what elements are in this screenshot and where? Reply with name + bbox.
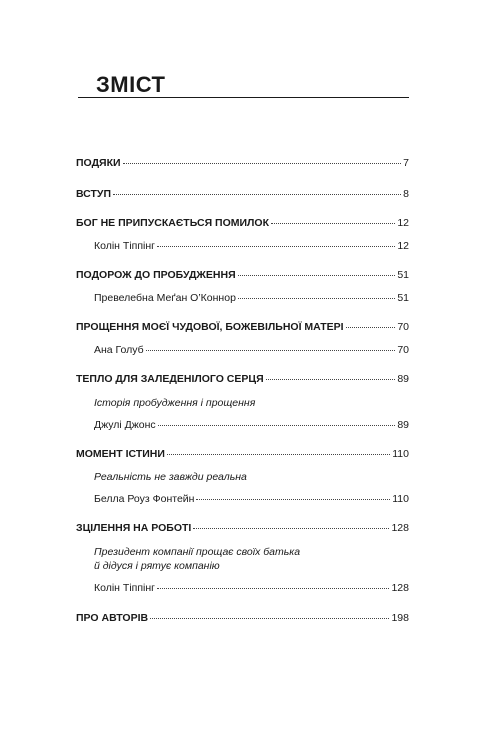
toc-entry-chapter-1[interactable] <box>76 217 409 230</box>
dot-leader <box>150 618 389 619</box>
toc-entry-chapter-3[interactable] <box>76 321 409 334</box>
toc-entry-author: Превелебна Меґан О’Коннор <box>94 292 236 304</box>
dot-leader <box>146 350 396 351</box>
dot-leader <box>238 275 396 276</box>
dot-leader <box>157 246 395 247</box>
toc-entry-title: БОГ НЕ ПРИПУСКАЄТЬСЯ ПОМИЛОК <box>76 217 270 229</box>
dot-leader <box>193 528 389 529</box>
chapter-5-subtitle: Реальність не завжди реальна <box>94 471 247 483</box>
toc-entry-chapter-2-author[interactable] <box>94 292 409 305</box>
toc-entry-author: Ана Голуб <box>94 344 144 356</box>
toc-entry-page: 8 <box>403 188 409 200</box>
dot-leader <box>196 499 390 500</box>
dot-leader <box>158 425 396 426</box>
title-underline <box>78 97 409 98</box>
toc-entry-title: ТЕПЛО ДЛЯ ЗАЛЕДЕНІЛОГО СЕРЦЯ <box>76 373 264 385</box>
chapter-6-subtitle-line-2: й дідуся і рятує компанію <box>94 560 220 572</box>
toc-entry-acknowledgements[interactable] <box>76 157 409 170</box>
toc-entry-page: 198 <box>391 612 409 624</box>
chapter-6-subtitle-line-1: Президент компанії прощає своїх батька <box>94 546 301 558</box>
toc-entry-page: 70 <box>397 344 409 356</box>
toc-entry-chapter-6-author[interactable] <box>94 582 409 595</box>
toc-entry-title: ПРО АВТОРІВ <box>76 612 149 624</box>
toc-entry-chapter-2[interactable] <box>76 269 409 282</box>
toc-entry-author: Колін Тіппінг <box>94 240 155 252</box>
dot-leader <box>167 454 390 455</box>
toc-entry-page: 70 <box>397 321 409 333</box>
toc-entry-title: ПРОЩЕННЯ МОЄЇ ЧУДОВОЇ, БОЖЕВІЛЬНОЇ МАТЕРІ <box>76 321 344 333</box>
toc-entry-page: 110 <box>392 448 409 460</box>
toc-entry-chapter-5-author[interactable] <box>94 493 409 506</box>
toc-entry-page: 89 <box>397 373 409 385</box>
toc-entry-page: 12 <box>397 217 409 229</box>
dot-leader <box>346 327 396 328</box>
dot-leader <box>238 298 395 299</box>
toc-entry-title: ПОДОРОЖ ДО ПРОБУДЖЕННЯ <box>76 269 236 281</box>
toc-entry-chapter-6[interactable] <box>76 522 409 535</box>
toc-entry-author: Колін Тіппінг <box>94 582 155 594</box>
page-title: ЗМІСТ <box>96 72 166 97</box>
toc-entry-title: ЗЦІЛЕННЯ НА РОБОТІ <box>76 522 192 534</box>
dot-leader <box>157 588 389 589</box>
dot-leader <box>271 223 395 224</box>
toc-entry-page: 110 <box>392 493 409 505</box>
toc-entry-chapter-4[interactable] <box>76 373 409 386</box>
toc-entry-title: МОМЕНТ ІСТИНИ <box>76 448 165 460</box>
toc-entry-chapter-5[interactable] <box>76 448 409 461</box>
dot-leader <box>113 194 401 195</box>
chapter-4-subtitle: Історія пробудження і прощення <box>94 397 256 409</box>
toc-entry-title: ПОДЯКИ <box>76 157 121 169</box>
toc-entry-page: 51 <box>397 269 409 281</box>
toc-entry-page: 12 <box>397 240 409 252</box>
toc-entry-page: 128 <box>391 582 409 594</box>
toc-entry-author: Джулі Джонс <box>94 419 156 431</box>
toc-entry-chapter-4-author[interactable] <box>94 419 409 432</box>
toc-entry-about-authors[interactable] <box>76 612 409 625</box>
dot-leader <box>266 379 396 380</box>
toc-entry-page: 7 <box>403 157 409 169</box>
toc-entry-author: Белла Роуз Фонтейн <box>94 493 195 505</box>
toc-entry-page: 128 <box>391 522 409 534</box>
dot-leader <box>123 163 402 164</box>
toc-entry-title: ВСТУП <box>76 188 111 200</box>
toc-entry-chapter-3-author[interactable] <box>94 344 409 357</box>
toc-entry-page: 89 <box>397 419 409 431</box>
toc-entry-page: 51 <box>397 292 409 304</box>
toc-entry-introduction[interactable] <box>76 188 409 201</box>
toc-entry-chapter-1-author[interactable] <box>94 240 409 253</box>
